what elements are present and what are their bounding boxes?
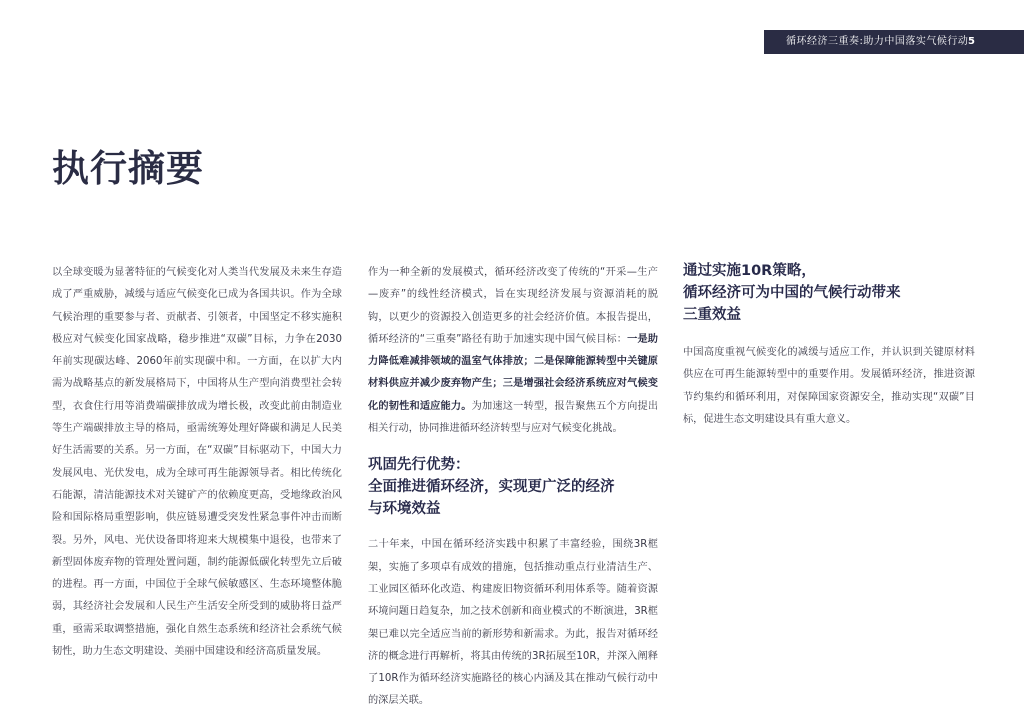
paragraph-text-end: 为加速这一转型，报告聚焦五个方向提出相关行动，协同推进循环经济转型与应对气候变化挑战。 [368,400,659,435]
paragraph-text: 作为一种全新的发展模式，循环经济改变了传统的“开采—生产—废弃”的线性经济模式，旨在实现经济发展与资源消耗的脱钩，以更少的资源投入创造更多的社会经济价值。本报告提出，循环经济的“三重奏”路径有助于加速实现中国气候目标： [368,267,658,345]
section-subheading-10r: 通过实施10R策略， 循环经济可为中国的气候行动带来 三重效益 [683,263,901,323]
paragraph-emphasis: 一是助力降低难减排领域的温室气体排放；二是保障能源转型中关键原材料供应并减少废弃物产生；三是增强社会经济系统应对气候变化的韧性和适应能力。 [368,333,658,412]
column-left [52,262,342,663]
page-title: 执行摘要 [52,147,204,190]
benefits-paragraph: 中国高度重视气候变化的减缓与适应工作，并认识到关键原材料供应在可再生能源转型中的重要作用。发展循环经济，推进资源节约集约和循环利用，对保障国家资源安全，推动实现“双碳”目标，促进生态文明建设具有重大意义。 [683,347,975,425]
column-middle [368,262,658,713]
column-right [683,260,975,431]
header-bar [764,30,1024,54]
running-header-title: 循环经济三重奏:助力中国落实气候行动 [786,36,969,47]
page-number: 5 [968,36,975,47]
section-subheading-advantage: 巩固先行优势： 全面推进循环经济，实现更广泛的经济 与环境效益 [368,457,615,518]
intro-paragraph: 以全球变暖为显著特征的气候变化对人类当代发展及未来生存造成了严重威胁，减缓与适应气候变化已成为各国共识。作为全球气候治理的重要参与者、贡献者、引领者，中国坚定不移实施积极应对气候变化国家战略，稳步推进“双碳”目标，力争在2030年前实现碳达峰、2060年前实现碳中和。一方面，在以扩大内需为战略基点的新发展格局下，中国将从生产型向消费型社会转型，衣食住行用等消费端碳排放成为增长极，改变此前由制造业等生产端碳排放主导的格局，亟需统筹处理好降碳和满足人民美好生活需要的关系。另一方面，在“双碳”目标驱动下，中国大力发展风电、光伏发电，成为全球可再生能源领导者。相比传统化石能源，清洁能源技术对关键矿产的依赖度更高，受地缘政治风险和国际格局重塑影响，供应链易遭受突发性紧急事件冲击而断裂。另外，风电、光伏设备即将迎来大规模集中退役，也带来了新型固体废弃物的管理处置问题，制约能源低碳化转型先立后破的进程。再一方面，中国位于全球气候敏感区、生态环境整体脆弱，其经济社会发展和人民生产生活安全所受到的威胁将日益严重，亟需采取调整措施，强化自然生态系统和经济社会系统气候韧性，助力生态文明建设、美丽中国建设和经济高质量发展。 [52,267,342,658]
circular-economy-paragraph [368,262,658,440]
experience-paragraph: 二十年来，中国在循环经济实践中积累了丰富经验，围绕3R框架，实施了多项卓有成效的措施，包括推动重点行业清洁生产、工业园区循环化改造、构建废旧物资循环利用体系等。随着资源环境问题日趋复杂，加之技术创新和商业模式的不断演进，3R框架已难以完全适应当前的新形势和新需求。为此，报告对循环经济的概念进行再解析，将其由传统的3R拓展至10R，并深入阐释了10R作为循环经济实施路径的核心内涵及其在推动气候行动中的深层关联。 [368,539,658,707]
